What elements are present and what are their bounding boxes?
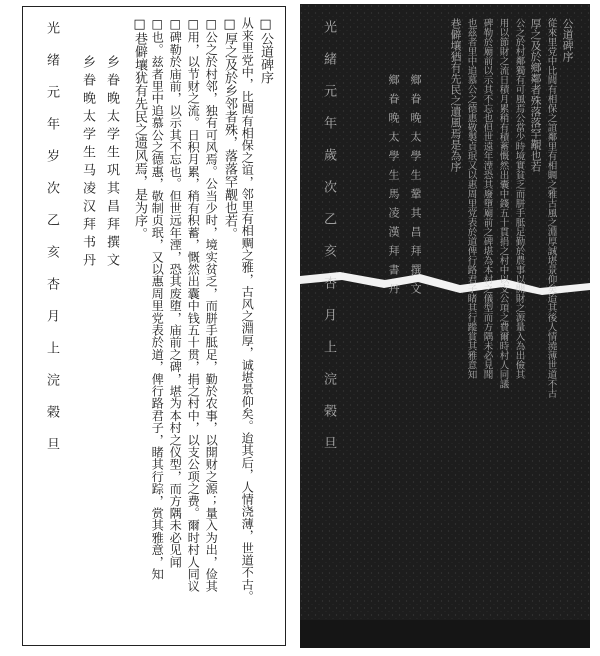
rubbing-signature: 鄉眷晚太學生鞏其昌拜撰文	[409, 74, 422, 302]
rubbing-date-line: 光緒元年歲次乙亥杏月上浣榖旦	[321, 20, 336, 468]
rubbing-column: 公道碑序	[561, 18, 574, 62]
transcription-panel	[22, 6, 286, 646]
transcript-line: □用，以节财之流。日积月累，稍有积蓄，慨然出囊中钱五十贯，捐之村中，以支公项之费。爾时村人同议	[186, 17, 201, 593]
transcript-title-line: □公道碑序	[258, 17, 273, 84]
transcript-line: □公之於村邻，独有可风焉。公当少时，境实贫乏，而胼手胝足，勤於农事，以開财之源；量入为出，俭其	[204, 17, 219, 593]
rubbing-column: 厚之及於鄉鄰者殊落落罕覯也若	[529, 18, 542, 172]
rubbing-column: 碑勒於廟前以示其不忘也但世遠年湮恐其廢墮廟前之碑堪為本村之儀型而方隅未必見聞	[481, 18, 493, 379]
author-signature-line: 乡眷晚太学生巩其昌拜撰文	[104, 55, 119, 271]
rubbing-column: 巷僻壤猶有先民之遺風焉是為序	[449, 18, 462, 172]
rubbing-column: 用以節財之流日積月累稍有積蓄慨然出囊中錢五十貫捐之村中以支公項之費爾時村人同議	[497, 18, 509, 389]
stele-rubbing-image	[300, 4, 590, 648]
transcript-line: □碑勒於庙前，以示其不忘也。但世远年湮，恐其废堕，庙前之碑，堪为本村之仪型，而方隅未必见闻	[168, 17, 183, 568]
rubbing-column: 從來里党中比閭有相保之誼鄰里有相賙之雅古風之淵厚誠堪景仰矣迨其後人情澆薄世道不古	[545, 18, 557, 398]
transcript-line: □也。兹者里中追慕公之德惠，敬制贞珉，又以惠周里党表於道，俾行路君子，睹其行踪，赏其雅意，知	[150, 17, 165, 580]
calligrapher-signature-line: 乡眷晚太学生马凌汉拜书丹	[80, 55, 95, 271]
rubbing-signature: 鄉眷晚太學生馬凌漢拜書丹	[387, 74, 400, 302]
rubbing-column: 也茲者里中追慕公之德惠敬製貞珉又以惠周里党表於道俾行路君子睹其行蹤賞其雅意知	[465, 18, 477, 379]
date-line: 光绪元年岁次乙亥杏月上浣榖旦	[44, 21, 59, 469]
transcript-line: □巷僻壤犹有先民之遗风焉，是为序。	[132, 17, 147, 240]
transcript-line: 从来里党中，比閭有相保之谊，邻里有相赒之雅，古风之淵厚，诚堪景仰矣。迨其后，人情浇薄，世道不古。	[240, 17, 255, 603]
transcript-line: □厚之及於乡邻者殊，落落罕觏也若。	[222, 17, 237, 240]
rubbing-column: 公之於村鄰獨有可風焉公當少時境實貧乏而胼手胝足勤於農事以開財之源量入為出儉其	[513, 18, 525, 379]
